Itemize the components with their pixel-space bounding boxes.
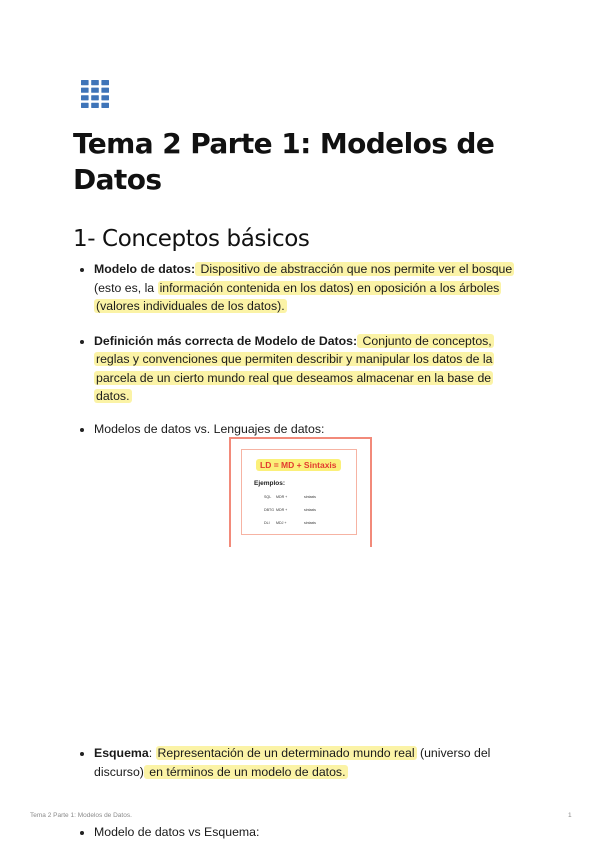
list-item [76, 332, 526, 406]
figure-frame [241, 449, 357, 535]
figure-cell: MDR + [276, 508, 288, 512]
term: Esquema [94, 746, 149, 760]
page-number: 1 [568, 812, 572, 819]
list-item [76, 823, 526, 842]
term-separator: : [352, 333, 358, 348]
highlight: Conjunto de conceptos, reglas y convenciones que permiten describir y manipular los datos de la parcela de un cierto mundo real que deseamos almacenar en la base de datos. [96, 333, 493, 403]
figure-row [264, 521, 316, 525]
grid-icon [81, 80, 109, 108]
term: Modelo de datos [94, 262, 192, 276]
text: (universo del discurso) [94, 746, 491, 779]
figure-cell: sintaxis [304, 521, 316, 525]
figure-formula: LD = MD + Sintaxis [256, 459, 341, 471]
section-heading: 1- Conceptos básicos [73, 226, 310, 252]
figure-cell: DLI [264, 521, 270, 525]
figure-cell: sintaxis [304, 495, 316, 499]
page-title: Tema 2 Parte 1: Modelos de Datos [73, 127, 495, 196]
term-separator: : [148, 746, 156, 760]
figure-cell: SQL [264, 495, 272, 499]
list-item [76, 420, 526, 439]
embedded-figure [229, 437, 372, 547]
figure-cell: sintaxis [304, 508, 316, 512]
highlight: Representación de un determinado mundo real [157, 746, 415, 760]
list-item [76, 744, 526, 781]
text: Modelo de datos vs Esquema: [94, 825, 260, 839]
highlight: en términos de un modelo de datos. [145, 764, 346, 779]
figure-cell: DBTG [264, 508, 274, 512]
text: Modelos de datos vs. Lenguajes de datos: [94, 421, 325, 436]
figure-examples-label: Ejemplos: [254, 480, 286, 487]
term-separator: : [191, 262, 196, 276]
figure-cell: MDR + [276, 495, 288, 499]
highlight: información contenida en los datos) en oposición a los árboles (valores individuales de los datos). [96, 280, 500, 313]
figure-row [264, 495, 316, 499]
figure-cell: MDJ + [276, 521, 287, 525]
term: Definición más correcta de Modelo de Datos [94, 333, 353, 348]
text: (esto es, la [94, 280, 158, 295]
figure-row [264, 508, 316, 512]
list-item [76, 260, 526, 316]
highlight: Dispositivo de abstracción que nos permite ver el bosque [197, 262, 513, 276]
footer-title: Tema 2 Parte 1: Modelos de Datos. [30, 812, 132, 819]
